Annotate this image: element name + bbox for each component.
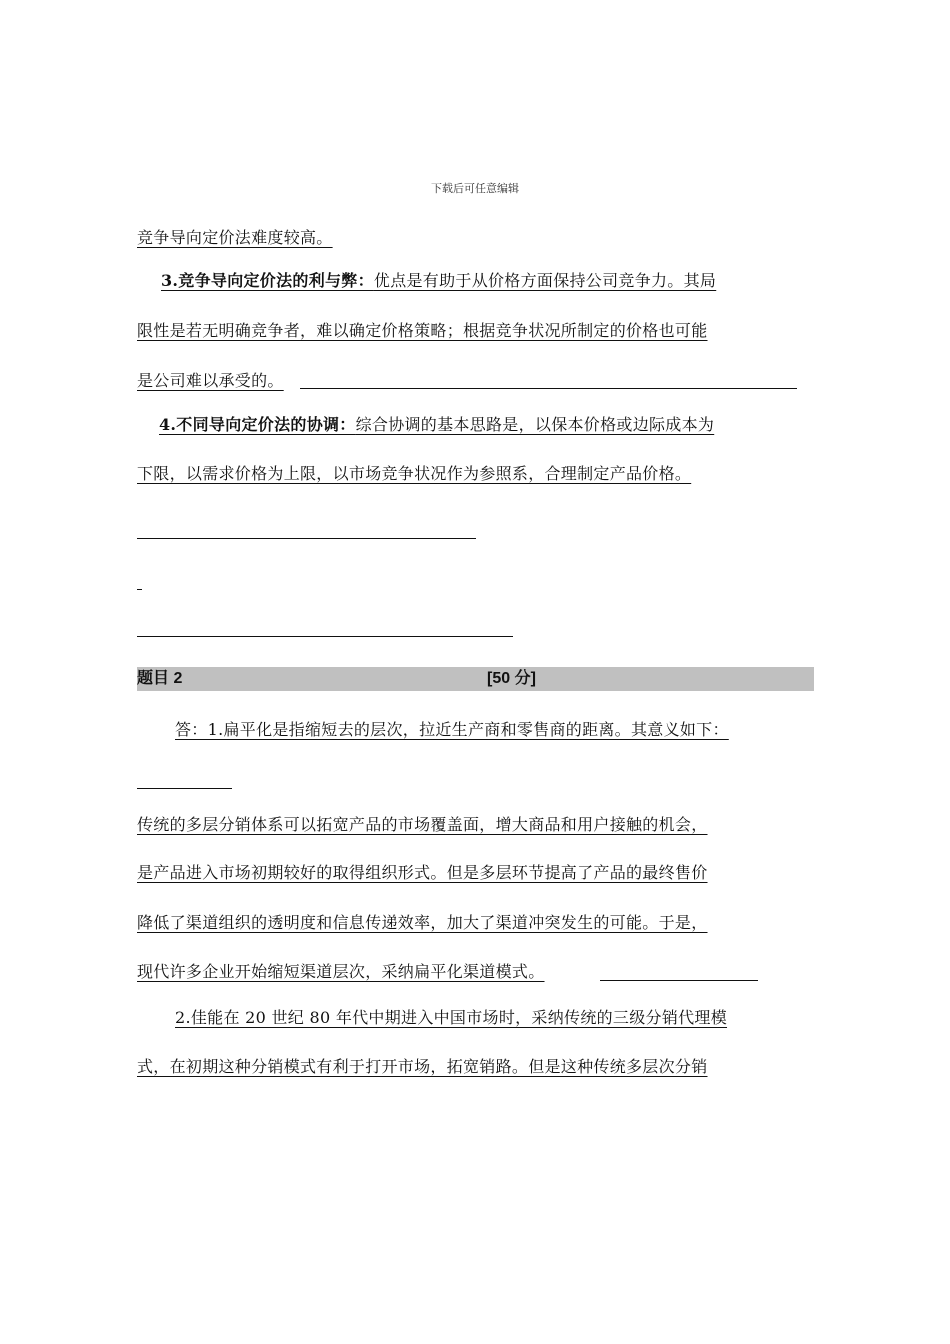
text-line: 传统的多层分销体系可以拓宽产品的市场覆盖面，增大商品和用户接触的机会，	[137, 815, 708, 834]
paragraph-4-text: 综合协调的基本思路是，以保本价格或边际成本为	[355, 415, 715, 434]
paragraph-3-heading: 3.竞争导向定价法的利与弊：	[161, 271, 374, 290]
text-line: 式，在初期这种分销模式有利于打开市场，拓宽销路。但是这种传统多层次分销	[137, 1057, 708, 1076]
answer-text: 答：1.扁平化是指缩短去的层次，拉近生产商和零售商的距离。其意义如下：	[175, 720, 729, 739]
question-score: [50 分]	[487, 670, 536, 687]
text-line: 竞争导向定价法难度较高。	[137, 228, 333, 247]
underline-rule	[600, 980, 758, 981]
text-line: 现代许多企业开始缩短渠道层次，采纳扁平化渠道模式。	[137, 962, 545, 981]
text-line: 降低了渠道组织的透明度和信息传递效率，加大了渠道冲突发生的可能。于是，	[137, 913, 708, 932]
underline-rule	[300, 388, 797, 389]
text-line: 是公司难以承受的。	[137, 371, 284, 390]
question-header-bar	[137, 667, 814, 691]
blank-rule	[137, 636, 513, 637]
text-line: 下限，以需求价格为上限，以市场竞争状况作为参照系，合理制定产品价格。	[137, 464, 692, 483]
text-line: 是产品进入市场初期较好的取得组织形式。但是多层环节提高了产品的最终售价	[137, 863, 708, 882]
question-title: 题目 2	[137, 670, 183, 687]
paragraph-3-text: 优点是有助于从价格方面保持公司竞争力。其局	[373, 271, 717, 290]
paragraph-4-heading: 4.不同导向定价法的协调：	[159, 415, 356, 434]
paragraph-3-line-1	[137, 270, 716, 292]
answer-line-1	[137, 719, 729, 741]
blank-rule-short	[137, 788, 232, 789]
paragraph-4-line-1	[137, 414, 714, 436]
text-line: 限性是若无明确竞争者，难以确定价格策略；根据竞争状况所制定的价格也可能	[137, 321, 708, 340]
blank-rule-short	[137, 589, 142, 590]
answer-text: 2.佳能在 20 世纪 80 年代中期进入中国市场时，采纳传统的三级分销代理模	[175, 1008, 728, 1027]
answer-2-line-1	[137, 1007, 727, 1029]
blank-rule	[137, 538, 476, 539]
page-header: 下载后可任意编辑	[431, 182, 519, 195]
